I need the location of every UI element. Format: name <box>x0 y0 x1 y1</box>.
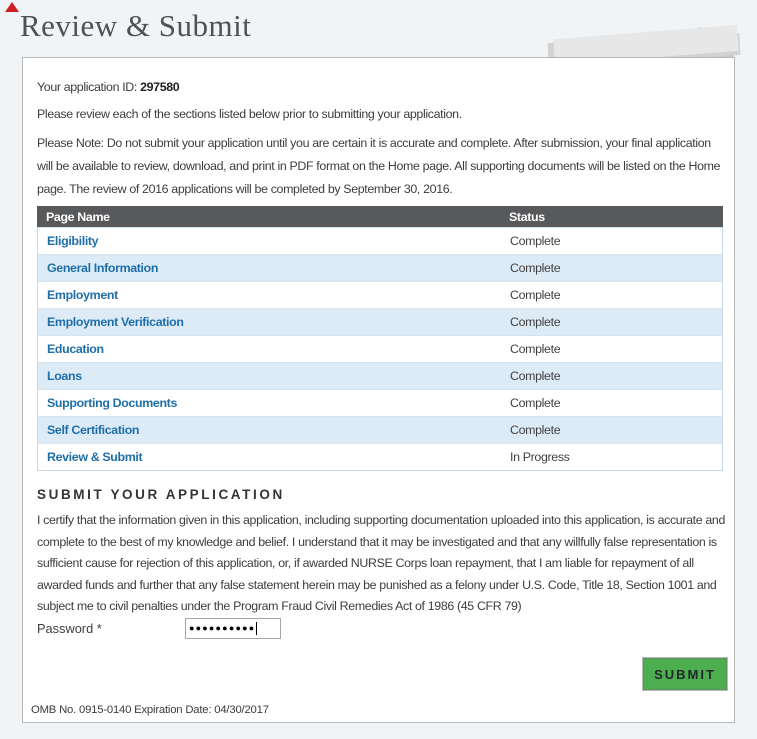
status-value: In Progress <box>510 450 570 464</box>
table-header-row <box>37 206 723 227</box>
status-value: Complete <box>510 369 561 383</box>
link-review-submit[interactable]: Review & Submit <box>47 450 143 464</box>
link-employment[interactable]: Employment <box>47 288 118 302</box>
paper-stack-graphic <box>540 22 750 62</box>
password-input[interactable] <box>185 618 281 639</box>
link-self-certification[interactable]: Self Certification <box>47 423 140 437</box>
link-loans[interactable]: Loans <box>47 369 82 383</box>
status-value: Complete <box>510 234 561 248</box>
page-title: Review & Submit <box>20 8 252 43</box>
submit-section-heading: SUBMIT YOUR APPLICATION <box>37 487 285 502</box>
column-header-page-name: Page Name <box>46 209 110 224</box>
text-caret <box>256 622 257 635</box>
status-value: Complete <box>510 315 561 329</box>
link-supporting-documents[interactable]: Supporting Documents <box>47 396 177 410</box>
link-education[interactable]: Education <box>47 342 104 356</box>
content-panel <box>22 57 735 723</box>
link-employment-verification[interactable]: Employment Verification <box>47 315 184 329</box>
table-row <box>38 335 722 362</box>
certification-text: I certify that the information given in this application, including supporting documentation uploaded into this application, is accurate and complete to the best of my knowledge and belief. I understand that it may be investigated and that any willfully false representation is sufficient cause for rejection of this application, or, if awarded NURSE Corps loan repayment, that I am liable for repayment of all awarded funds and further that any false statement herein may be punished as a felony under U.S. Code, Title 18, Section 1001 and subject me to civil penalties under the Program Fraud Civil Remedies Act of 1986 (45 CFR 79) <box>37 513 726 614</box>
link-general-information[interactable]: General Information <box>47 261 159 275</box>
application-id-value: 297580 <box>140 80 180 94</box>
omb-expiration-text: OMB No. 0915-0140 Expiration Date: 04/30/2017 <box>31 704 269 716</box>
application-id-line <box>37 80 179 94</box>
status-value: Complete <box>510 423 561 437</box>
password-masked-value: ●●●●●●●●●● <box>189 623 256 633</box>
table-row <box>38 281 722 308</box>
status-value: Complete <box>510 396 561 410</box>
red-triangle-icon <box>5 2 19 12</box>
note-text: Please Note: Do not submit your application until you are certain it is accurate and complete. After submission, your final application will be available to review, download, and print in PDF format on the Home page. All supporting documents will be listed on the Home page. The review of 2016 applications will be completed by September 30, 2016. <box>37 136 721 196</box>
password-row <box>37 618 437 639</box>
table-row <box>38 443 722 470</box>
table-row <box>38 308 722 335</box>
table-row <box>38 416 722 443</box>
table-row <box>38 389 722 416</box>
password-label: Password * <box>37 620 102 636</box>
status-value: Complete <box>510 342 561 356</box>
table-row <box>38 362 722 389</box>
table-row <box>38 227 722 254</box>
submit-button[interactable]: SUBMIT <box>643 658 727 690</box>
section-status-table <box>37 206 723 471</box>
status-value: Complete <box>510 261 561 275</box>
link-eligibility[interactable]: Eligibility <box>47 234 99 248</box>
column-header-status: Status <box>509 209 545 224</box>
table-row <box>38 254 722 281</box>
intro-text: Please review each of the sections listed below prior to submitting your application. <box>37 107 462 121</box>
application-id-label: Your application ID: <box>37 80 141 94</box>
status-value: Complete <box>510 288 561 302</box>
